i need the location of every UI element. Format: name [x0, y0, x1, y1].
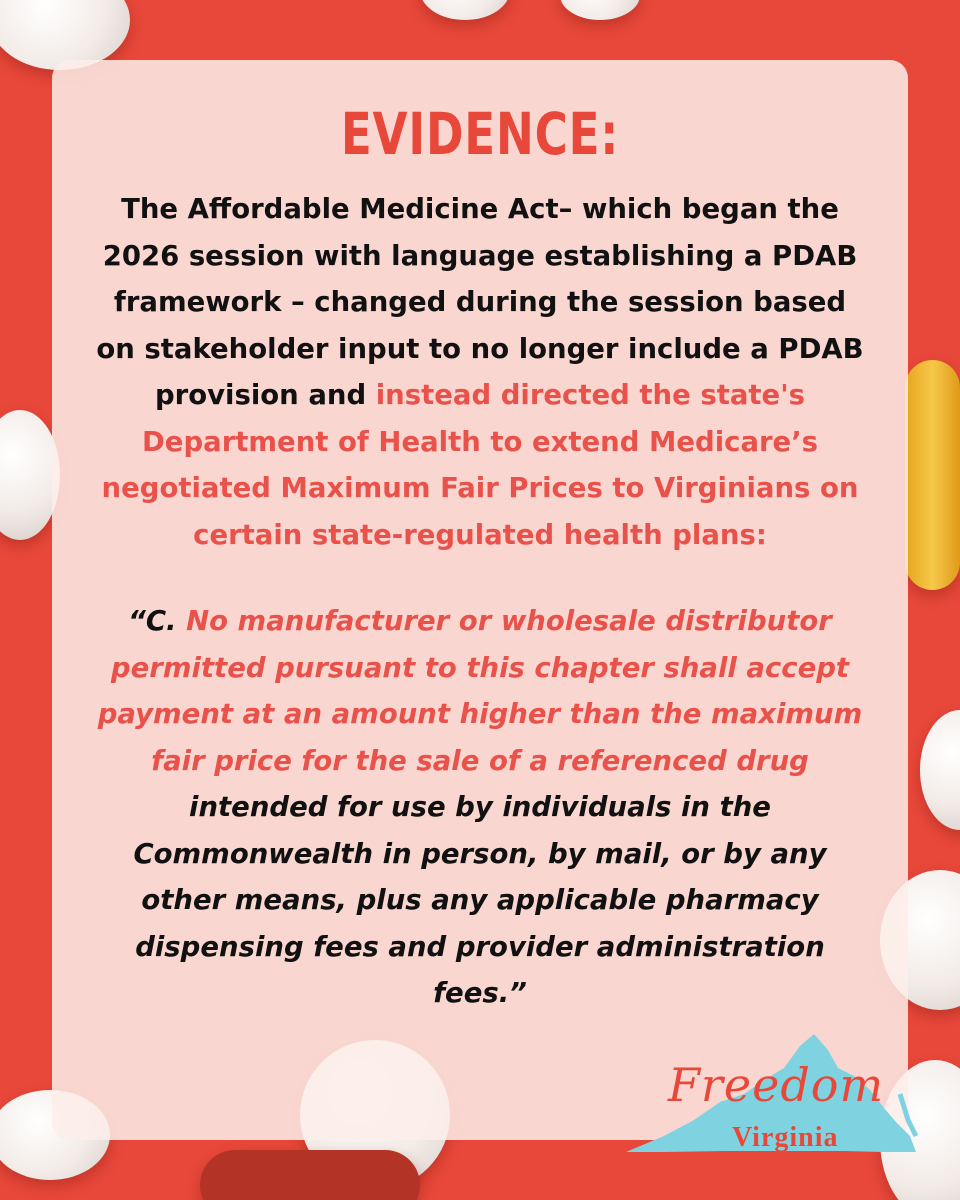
pill-left-middle — [0, 410, 60, 540]
paragraph-highlight-text: instead directed the state's Department of Health to extend Medicare’s negotiated Maximum Fair Prices to Virginians on certain state-regulated health plans: — [101, 379, 859, 551]
quote-highlight-text: No manufacturer or wholesale distributor permitted pursuant to this chapter shall accept payment at an amount higher than the maximum fair price for the sale of a referenced drug — [97, 605, 863, 777]
statute-quote — [92, 598, 868, 1017]
logo-word-virginia: Virginia — [732, 1122, 839, 1153]
quote-rest-text: intended for use by individuals in the Commonwealth in person, by mail, or by any other means, plus any applicable pharmacy dispensing fees and provider administration fees.” — [133, 791, 827, 1009]
pill-top-right — [560, 0, 640, 20]
capsule-bottom-dark — [200, 1150, 420, 1200]
quote-prefix: “C. — [128, 605, 187, 637]
capsule-right-yellow — [905, 360, 960, 590]
logo-word-freedom: Freedom — [668, 1058, 885, 1112]
evidence-paragraph — [92, 186, 868, 558]
evidence-heading: EVIDENCE: — [340, 100, 620, 168]
pill-top-center — [420, 0, 510, 20]
pill-right-middle — [920, 710, 960, 830]
paragraph-plain-text: The Affordable Medicine Act– which began the 2026 session with language establishing a PDAB framework – changed during the session based on stakeholder input to no longer include a PDAB provision and — [96, 193, 864, 411]
